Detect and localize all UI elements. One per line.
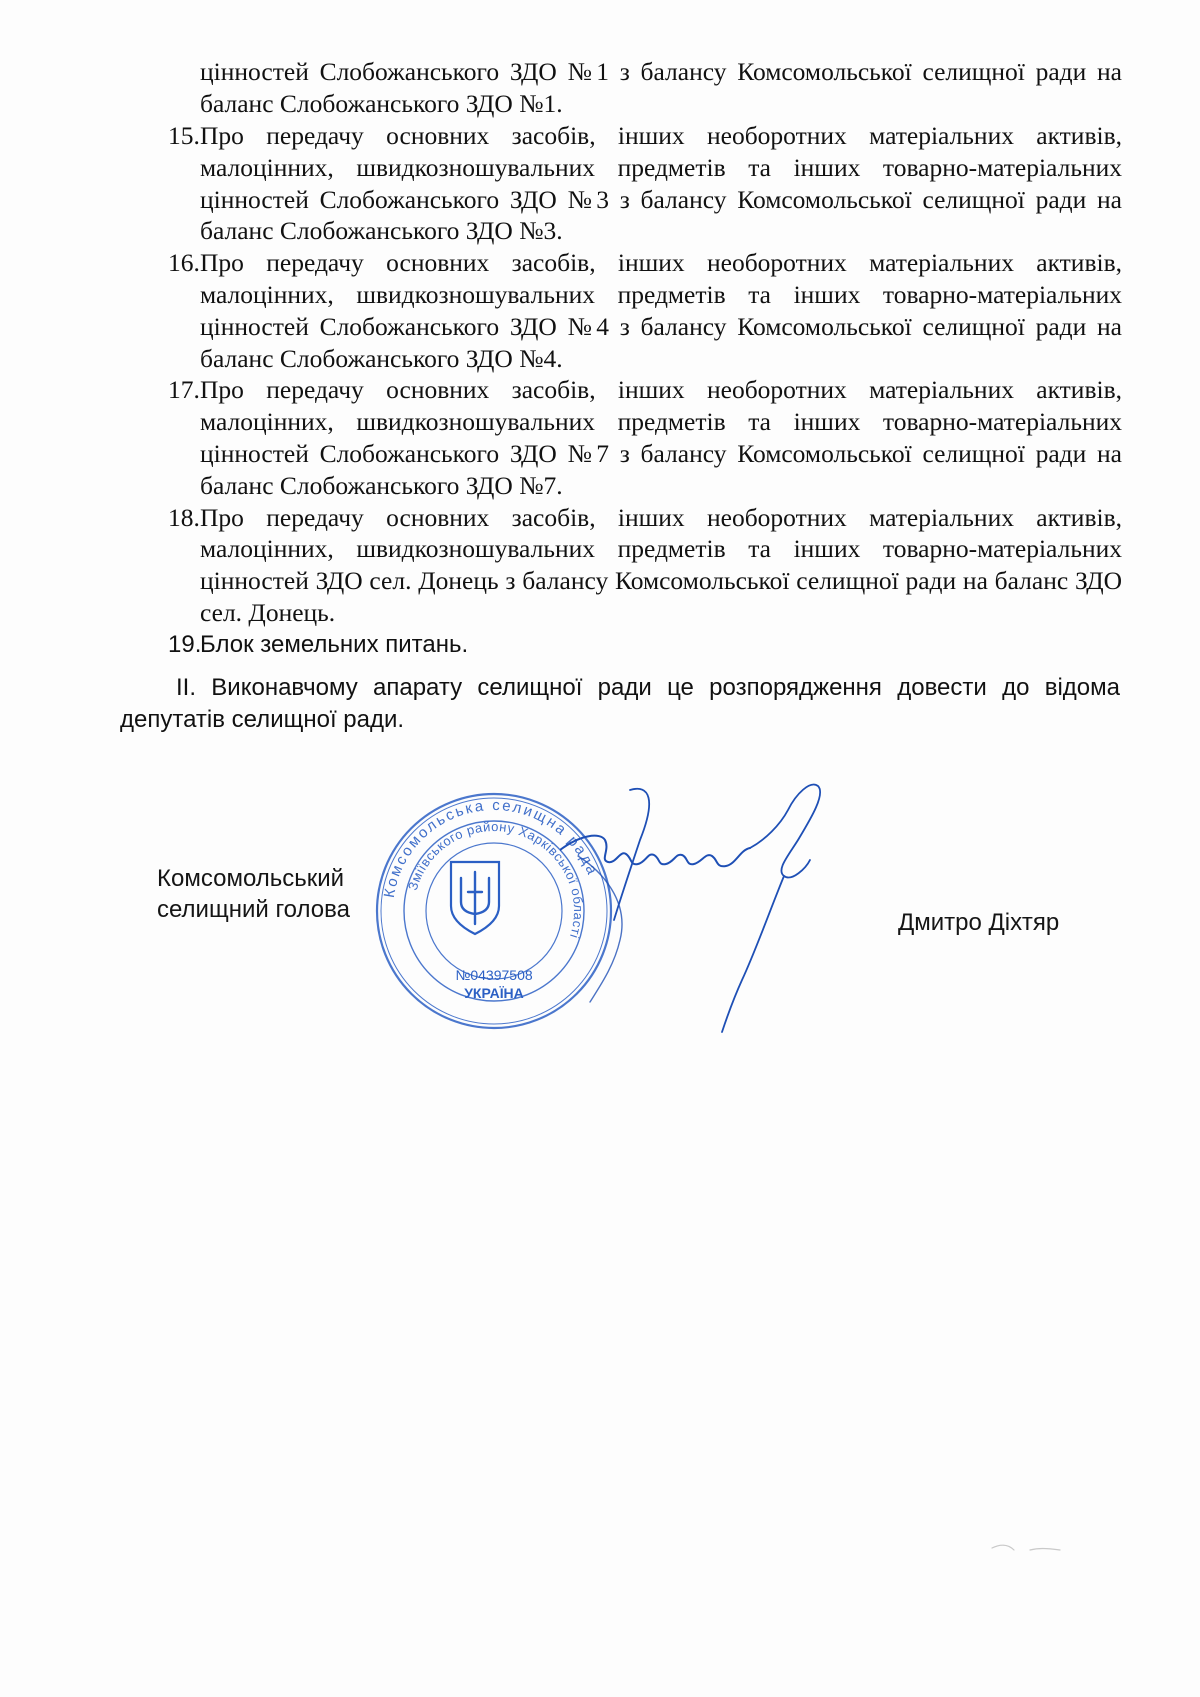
agenda-item-16 (0, 247, 1200, 374)
signatory-name: Дмитро Діхтяр (898, 909, 1060, 936)
stamp-outer-text: Комсомольська селищна рада (380, 796, 602, 900)
agenda-item-text: Про передачу основних засобів, інших необоротних матеріальних активів, малоцінних, швидкозношувальних предметів та інших товарно-матеріальних цінностей Слобожанського ЗДО №7 з балансу Комсомольської селищної ради на баланс Слобожанського ЗДО №7. (200, 375, 1122, 500)
agenda-item-text: Про передачу основних засобів, інших необоротних матеріальних активів, малоцінних, швидкозношувальних предметів та інших товарно-матеріальних цінностей ЗДО сел. Донець з балансу Комсомольської селищної ради на баланс ЗДО сел. Донець. (200, 502, 1122, 627)
agenda-item-text: Про передачу основних засобів, інших необоротних матеріальних активів, малоцінних, швидкозношувальних предметів та інших товарно-матеріальних цінностей Слобожанського ЗДО №3 з балансу Комсомольської селищної ради на баланс Слобожанського ЗДО №3. (200, 121, 1122, 246)
agenda-item-text: Блок земельних питань. (200, 630, 469, 658)
stamp-inner-text: Зміївського району Харківської області (404, 818, 587, 941)
agenda-item-number: 17. (168, 375, 200, 405)
scan-speck (990, 1540, 1070, 1556)
agenda-item-number: 19. (168, 630, 202, 658)
agenda-item-18 (0, 502, 1200, 629)
agenda-list (0, 120, 1200, 661)
agenda-item-number: 15. (168, 121, 200, 150)
agenda-item-19 (0, 629, 1200, 661)
stamp-code: №04397508 (455, 967, 533, 983)
signatory-title-line-1: Комсомольський (157, 865, 345, 892)
stamp-country: УКРАЇНА (464, 985, 524, 1001)
agenda-item-text: Про передачу основних засобів, інших необоротних матеріальних активів, малоцінних, швидкозношувальних предметів та інших товарно-матеріальних цінностей Слобожанського ЗДО №4 з балансу Комсомольської селищної ради на баланс Слобожанського ЗДО №4. (200, 248, 1122, 373)
continuation-paragraph: цінностей Слобожанського ЗДО №1 з балансу Комсомольської селищної ради на баланс Слобожанського ЗДО №1. (200, 57, 1122, 118)
agenda-item-number: 18. (168, 502, 200, 532)
signatory-title (157, 863, 350, 925)
handwritten-signature (560, 780, 880, 1040)
agenda-item-15 (0, 120, 1200, 247)
section-two-paragraph: ІІ. Виконавчому апарату селищної ради це розпорядження довести до відома депутатів селищної ради. (120, 674, 1120, 733)
signatory-title-line-2: селищний голова (157, 896, 350, 923)
agenda-item-number: 16. (168, 248, 200, 278)
agenda-item-17 (0, 374, 1200, 501)
trident-emblem-icon (451, 862, 499, 934)
